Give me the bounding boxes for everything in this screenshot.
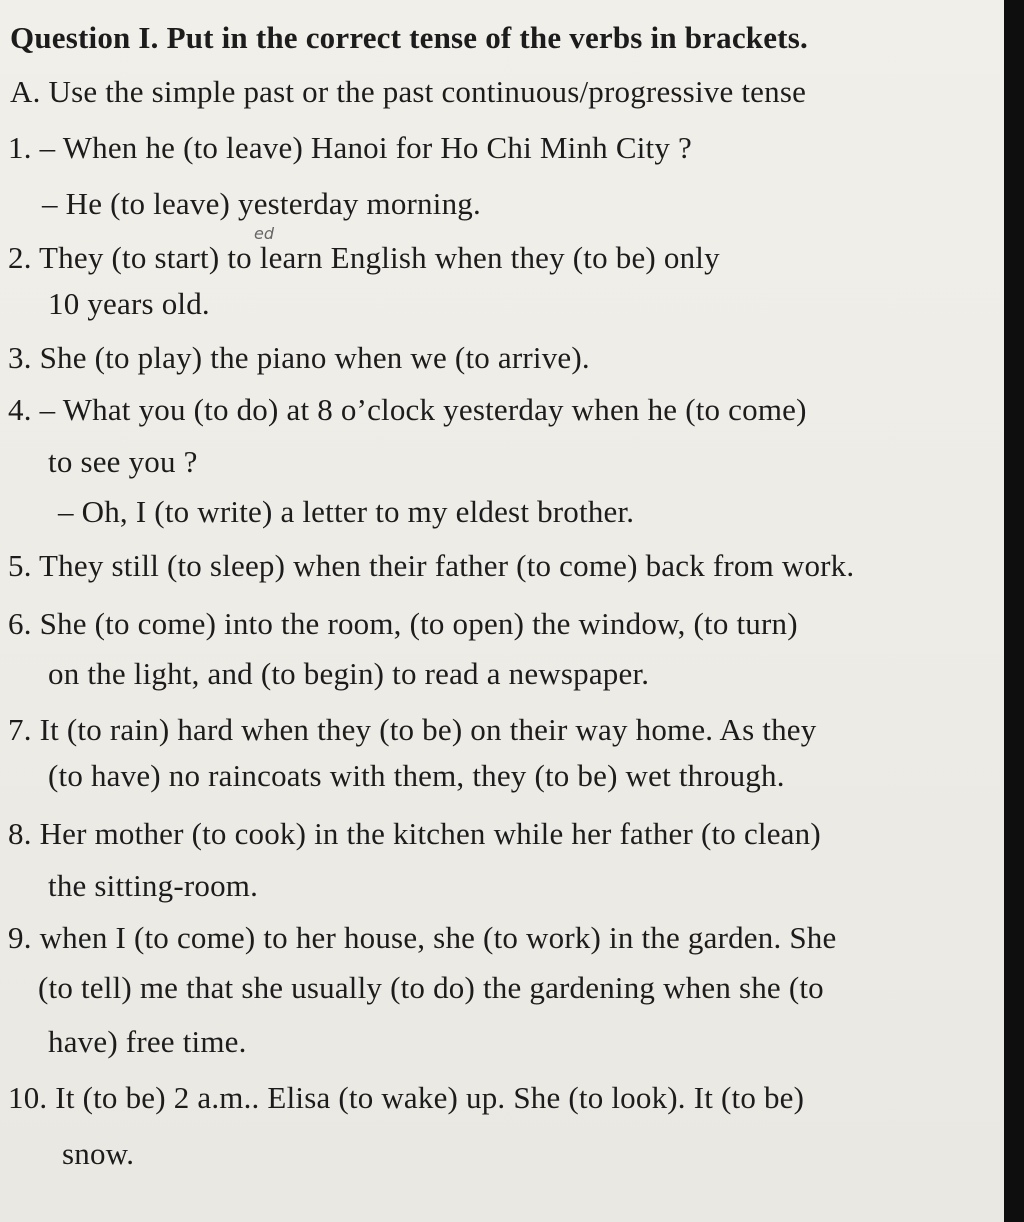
exercise-item-3-line-1: 3. She (to play) the piano when we (to arrive). [8,340,590,375]
exercise-item-5-line-1: 5. They still (to sleep) when their father (to come) back from work. [8,548,855,583]
exercise-item-9-line-1: 9. when I (to come) to her house, she (to work) in the garden. She [8,920,837,955]
exercise-item-1-line-1: 1. – When he (to leave) Hanoi for Ho Chi Minh City ? [8,130,692,165]
exercise-item-9-line-3: have) free time. [48,1024,247,1059]
exercise-item-9-line-2: (to tell) me that she usually (to do) the gardening when she (to [38,970,824,1005]
exercise-item-4-line-1: 4. – What you (to do) at 8 o’clock yesterday when he (to come) [8,392,807,427]
exercise-item-4-line-2: to see you ? [48,444,198,479]
exercise-item-6-line-2: on the light, and (to begin) to read a newspaper. [48,656,650,691]
exercise-item-6-line-1: 6. She (to come) into the room, (to open) the window, (to turn) [8,606,798,641]
exercise-item-8-line-2: the sitting-room. [48,868,259,903]
question-title: Question I. Put in the correct tense of the verbs in brackets. [10,20,808,55]
exercise-item-1-line-2: – He (to leave) yesterday morning. [42,186,481,221]
exercise-item-10-line-2: snow. [62,1136,135,1171]
exercise-item-2-line-1: 2. They (to start) to learn English when they (to be) only [8,240,720,275]
exercise-item-7-line-2: (to have) no raincoats with them, they (to be) wet through. [48,758,785,793]
exercise-item-10-line-1: 10. It (to be) 2 a.m.. Elisa (to wake) up. She (to look). It (to be) [8,1080,805,1115]
photo-dark-edge [1004,0,1024,1222]
exercise-item-8-line-1: 8. Her mother (to cook) in the kitchen while her father (to clean) [8,816,821,851]
exercise-item-7-line-1: 7. It (to rain) hard when they (to be) on their way home. As they [8,712,817,747]
handwritten-note: ed [254,224,274,243]
section-a-instruction: A. Use the simple past or the past continuous/progressive tense [10,74,807,109]
exercise-item-2-line-2: 10 years old. [48,286,210,321]
exercise-item-4-line-3: – Oh, I (to write) a letter to my eldest brother. [58,494,635,529]
